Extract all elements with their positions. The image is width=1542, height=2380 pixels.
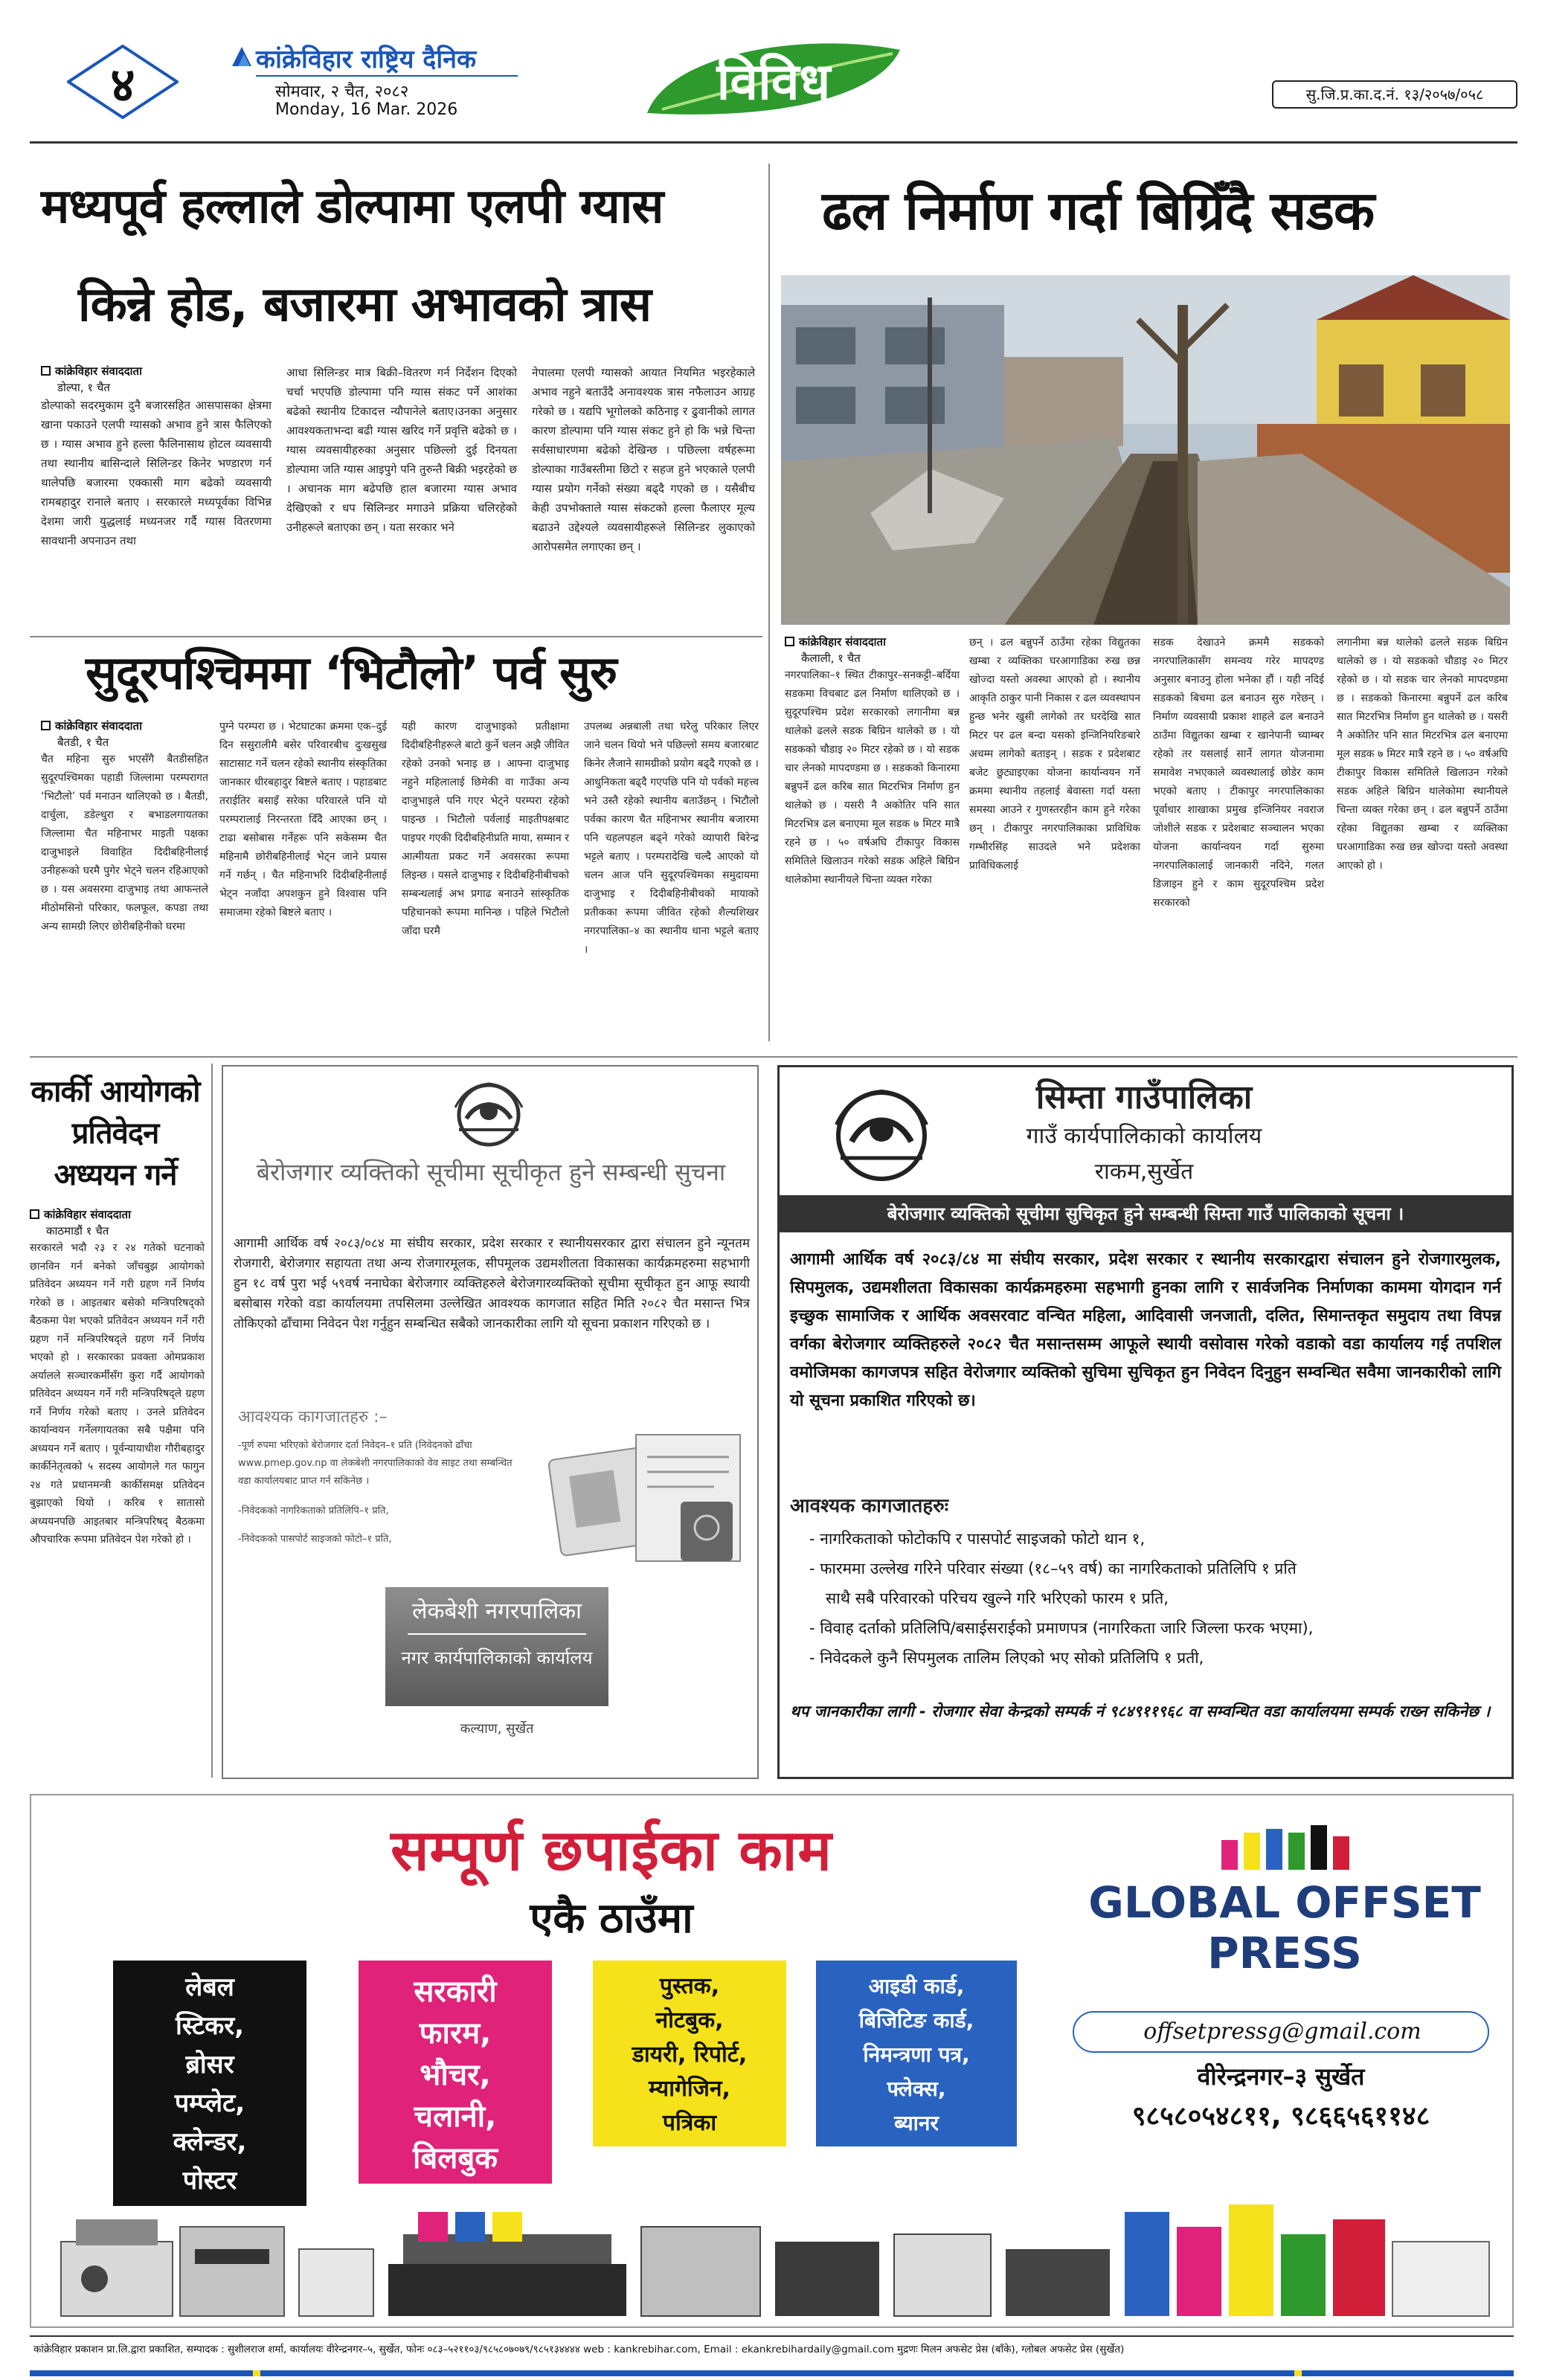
byline-box-icon: [41, 721, 51, 730]
notice-lekbeshi-body: आगामी आर्थिक वर्ष २०८३/०८४ मा संघीय सरकार, प्रदेश सरकार र स्थानीयसरकार द्वारा संचालन हुने न्यूनतम रोजगारी, बेरोजगार सहायता तथा अन्य रोजगारमूलक, सीपमूलक उद्यमशीलता विकासका कार्यक्रमहरुमा सहभागी हुन १८ वर्ष पुरा भई ५९वर्ष ननाघेका बेरोजगार व्यक्तिहरुले बेरोजगारव्यक्तिको सूचीमा सूचीकृत हुन आफू स्थायी बसोबास गरेको वडा कार्यालयमा तपसिलमा उल्लेखित आवश्यक कागजात सहित मिति २०८२ चैत मसान्त भित्र तोकिएको ढाँचामा निवेदन पेश गर्नुहुन सम्बन्धित सबैको जानकारीका लागि यो सूचना प्रकाशन गरिएको छ ।: [234, 1236, 750, 1331]
header-divider: [30, 141, 1517, 144]
article-lpg: [33, 156, 759, 640]
ad-box-line: सरकारी: [414, 1975, 497, 2009]
press-address: वीरेन्द्रनगर–३ सुर्खेत: [1197, 2062, 1365, 2091]
press-name-line-1: GLOBAL OFFSET: [1088, 1877, 1481, 1928]
notice-simta-footer: थप जानकारीका लागी - रोजगार सेवा केन्द्रको सम्पर्क नं ९८४९११९६८ वा सम्वन्धित वडा कार्यालयमा सम्पर्क राख्न सकिनेछ ।: [790, 1702, 1491, 1720]
article-bhitauli-dateline: बैतडी, १ चैत: [57, 736, 109, 749]
nepal-emblem-icon: [826, 1084, 937, 1188]
ad-box-line: पत्रिका: [662, 2110, 717, 2136]
color-registration-bar: [30, 2365, 1514, 2371]
ad-box-line: निमन्त्रणा पत्र,: [863, 2042, 970, 2067]
masthead: [231, 41, 521, 123]
article-road-dateline: कैलाली, १ चैत: [801, 652, 861, 665]
ad-box-line: भौचर,: [420, 2058, 491, 2092]
press-logo-icon: [1221, 1825, 1370, 1870]
article-bhitauli-body-3: यही कारण दाजुभाइको प्रतीक्षामा दिदीबहिनीहरूले बाटो कुर्ने चलन अझै जीवित रहेको उनको भनाइ छ । आफ्ना दाजुभाइ नहुने महिलालाई छिमेकी वा गाउँका अन्य दाजुभाइले पनि गएर भेट्ने परम्परा रहेको पाइन्छ । भिटौलो पर्वलाई माइतीपक्षबाट पाइपर गएकी दिदीबहिनीप्रति माया, सम्मान र आत्मीयता प्रकट गर्ने अवसरका रूपमा लिइन्छ । यसले दाजुभाइ र दिदीबहिनीबीचको सम्बन्धलाई अभ प्रगाढ बनाउने सांस्कृतिक पहिचानको रूपमा मानिन्छ । पहिले भिटौलो जाँदा घरमै: [402, 721, 569, 937]
article-bhitauli-body-4: उपलब्ध अन्नबाली तथा घरेलु परिकार लिएर जाने चलन थियो भने पछिल्लो समय बजारबाट किनेर लैजाने सामग्रीको प्रयोग बढ्दै गएको छ । आधुनिकता बढ्दै गएपछि पनि यो पर्वको महत्त्व भने उस्तै रहेको स्थानीय बताउँछन् । भिटौलो पर्वका कारण चैत महिनाभर स्थानीय बजारमा पनि चहलपहल बढ्ने गरेको व्यापारी बिरेन्द्र भट्टले बताए । परम्परादेखि चल्दै आएको यो चलन आज पनि सुदूरपश्चिमका समुदायमा दाजुभाइ र दिदीबहिनीबीचको मायाको प्रतीकका रूपमा जीवित रहेको शैल्यशिखर नगरपालिका–४ का स्थानीय धाना भट्टले बताए ।: [584, 721, 759, 956]
article-bhitauli: [33, 643, 762, 1052]
article-karki: [30, 1071, 205, 1785]
article-karki-dateline: काठमाडौं १ चैत: [46, 1224, 109, 1238]
ad-box-cards-text: [816, 1969, 1017, 2141]
page-number: ४: [110, 58, 135, 113]
byline-text: कांक्रेविहार संवाददाता: [55, 719, 142, 733]
notice-simta-title-bar: [780, 1195, 1512, 1232]
notice-simta-doc-5: - निवेदकले कुनै सिपमुलक तालिम लिएको भए सोको प्रतिलिपि १ प्रती,: [809, 1649, 1204, 1667]
notice-lekbeshi-doc-2: -निवेदकको नागरिकताको प्रतिलिपि–१ प्रति,: [238, 1505, 389, 1517]
article-road-body-2: छन् । ढल बन्नुपर्ने ठाउँमा रहेका विद्युतका खम्बा र व्यक्तिका घरआगाडिका रुख छन्न खोज्दा यस्तो अवस्था आएको हो । स्थानीय आकृति ठाकुर पानी निकास र ढल व्यवस्थापन हुन्छ भनेर खुसी लागेको तर घरदेखि सात मिटर पर ढल बन्दा यसको इन्जिनियरिङबारे अचम्म लागेको बताइन् । सडक र प्रदेशबाट बजेट छुट्याइएका योजना कार्यान्वयन गर्ने क्रममा स्थानीय तहलाई बेवास्ता गर्दा यस्ता समस्या आउने र गुणस्तरहीन काम हुने गरेका छन् । टीकापुर नगरपालिकाका प्राविधिक गम्भीरसिंह साउदले भने प्रदेशका प्राविधिकलाई: [969, 637, 1140, 872]
article-karki-body: सरकारले भदौ २३ र २४ गतेको घटनाको छानविन गर्न बनेको जाँचबुझ आयोगको प्रतिवेदन अध्ययन गर्ने गरी ग्रहण गर्ने निर्णय गरेको छ । आइतबार बसेको मन्त्रिपरिषद्को बैठकमा पेश भएको प्रतिवेदन अध्ययन गर्ने गरी ग्रहण गर्ने मन्त्रिपरिषद्ले ग्रहण गर्ने निर्णय भएको हो । सरकारका प्रवक्ता ओमप्रकाश अर्यालले सञ्चारकर्मीसँग कुरा गर्दै आयोगको प्रतिवेदन अध्ययन गर्ने गरी मन्त्रिपरिषद्ले ग्रहण गर्ने निर्णय गरेको बताए । उनले प्रतिवेदन कार्यान्वयन गर्नेलगायतका सबै पक्षैमा पनि अध्ययन गर्ने बताए । पूर्वन्यायाधीश गौरीबहादुर कार्कीनेतृत्वको ५ सदस्य आयोगले गत फागुन २४ गते प्रधानमन्त्री कार्कीसमक्ष प्रतिवेदन बुझाएको थियो । करिब १ सातासो अध्ययनपछि आइतबार मन्त्रिपरिषद् बैठकमा औपचारिक रूपमा प्रतिवेदन पेश गरेको हो ।: [30, 1242, 205, 1546]
ad-box-line: चलानी,: [414, 2100, 497, 2134]
article-road-body-3: सडक देखाउने क्रममै सडकको नगरपालिकासँग समन्वय गरेर मापदण्ड अनुसार बनाउनु होला भनेका हौं । यही नदिई सडकको बिचमा ढल बनाउन सुरु गरेछन् । निर्माण व्यवसायी प्रकाश शाहले ढल बनाउने ठाउँमा विद्युतका खम्बा र खानेपानी च्याम्बर रहेको तर यसलाई सार्ने लागत योजनामा समावेश नभएकाले व्यवस्थालाई छोडेर काम भएको बताए । टीकापुर नगरपालिकाका पूर्वाधार शाखाका प्रमुख इन्जिनियर नवराज जोशीले सडक र प्रदेशबाट सञ्चालन भएका योजना कार्यान्वयन गर्दा सुरुमा नगरपालिकालाई जानकारी नदिने, गलत डिजाइन हुने र काम सुदूरपश्चिम प्रदेश सरकारको: [1153, 637, 1324, 909]
notice-simta-title: बेरोजगार व्यक्तिको सूचीमा सुचिकृत हुने सम्बन्धी सिम्ता गाउँ पालिकाको सूचना ।: [887, 1203, 1404, 1224]
press-email: offsetpressg@gmail.com: [1143, 2019, 1421, 2045]
column-divider: [211, 1064, 213, 1778]
ad-box-line: पम्प्लेट,: [174, 2088, 245, 2118]
article-karki-byline: [30, 1206, 205, 1223]
byline-box-icon: [41, 366, 51, 376]
ad-box-line: फारम,: [419, 2016, 492, 2051]
press-email-box: [1073, 2011, 1489, 2053]
article-karki-headline: कार्की आयोगको प्रतिवेदन अध्ययन गर्ने: [30, 1075, 200, 1192]
article-road-col-1: [785, 634, 960, 890]
article-road-body-4: लगानीमा बन्न थालेको ढलले सडक बिग्रिन थालेको छ । यो सडकको चौडाइ २० मिटर रहेको छ । यो सडक चार लेनको मापदण्डमा छ । सडकको किनारमा बन्नुपर्ने ढल करिब सात मिटरभित्र निर्माण हुन थालेको छ । यसरी नै अकोतिर पनि सात मिटरभित्र ढल बनाएमा मूल सडक ७ मिटर मात्रै रहने छ । ५० वर्षअघि टीकापुर विकास समितिले खिलाउन गरेको सडक अहिले बिग्रिन थालेकोमा स्थानीयले चिन्ता व्यक्त गरेका छन् । ढल बन्नुपर्ने ठाउँमा रहेका विद्युतका खम्बा र व्यक्तिका घरआगाडिका रुख छन्न खोज्दा यस्तो अवस्था आएको हो ।: [1337, 637, 1508, 872]
date-nepali: सोमवार, २ चैत, २०८२: [275, 83, 409, 101]
ad-box-line: लेबल: [185, 1972, 234, 2002]
notice-lekbeshi: [222, 1065, 759, 1779]
article-lpg-body-1: डोल्पाको सदरमुकाम दुनै बजारसहित आसपासका क्षेत्रमा खाना पकाउने एलपी ग्यासको अभाव हुने त्रास फैलिएको छ । ग्यास अभाव हुने हल्ला फैलिनासाथ होटल व्यवसायी तथा स्थानीय बासिन्दाले सिलिन्डर किनेर भण्डारण गर्न थालेपछि बजारमा एक्कासी माग बढेको व्यवसायी रामबहादुर रानाले बताए । सरकारले मध्यपूर्वका विभिन्न देशमा जारी युद्धलाई मध्यनजर गर्दै ग्यास वितरणमा सावधानी अपनाउन तथा: [41, 399, 272, 547]
notice-lekbeshi-org-name: लेकबेशी नगरपालिका: [412, 1598, 582, 1624]
ad-headline: सम्पूर्ण छपाईका काम: [391, 1817, 832, 1883]
ad-box-line: स्टिकर,: [175, 2011, 245, 2041]
notice-lekbeshi-docs: [238, 1437, 524, 1548]
byline-box-icon: [30, 1209, 39, 1219]
printing-machines-illustration: [31, 2182, 1514, 2327]
date-english: Monday, 16 Mar. 2026: [275, 100, 458, 119]
ad-box-line: डायरी, रिपोर्ट,: [632, 2042, 748, 2068]
article-bhitauli-headline: सुदूरपश्चिममा ‘भिटौलो’ पर्व सुरु: [86, 646, 617, 700]
publisher-footer: कांक्रेविहार प्रकाशन प्रा.लि.द्वारा प्रकाशित, सम्पादक : सुशीलराज शर्मा, कार्यालयः वीरेन्द्रनगर–५, सुर्खेत, फोनः ०८३–५२११०३/९८५८०७०७९/९८५१३४४४४ web : kankrebihar.com, Email : ekankrebihardaily@gmail.com मुद्रणः मिलन अफसेट प्रेस (बाँके), ग्लोबल अफसेट प्रेस (सुर्खेत): [33, 2344, 1125, 2355]
notice-simta-doc-2: - फारममा उल्लेख गरिने परिवार संख्या (१८–५९ वर्ष) का नागरिकताको प्रतिलिपि १ प्रति: [809, 1560, 1297, 1577]
article-lpg-col-1: [41, 363, 272, 550]
column-divider: [768, 164, 770, 1041]
notice-simta-body: आगामी आर्थिक वर्ष २०८३/८४ मा संघीय सरकार, प्रदेश सरकार र स्थानीय सरकारद्वारा संचालन हुने रोजगारमुलक, सिपमुलक, उद्यमशीलता विकासका कार्यक्रमहरुमा सहभागी हुनका लागि र सार्वजनिक निर्माणका काममा योगदान गर्न इच्छुक सामाजिक र आर्थिक अवसरवाट वन्चित महिला, आदिवासी जनजाती, दलित, सिमान्तकृत समुदाय तथा विपन्न वर्गका बेरोजगार व्यक्तिहरुले २०८२ चैत मसान्तसम्म आफूले स्थायी वसोवास गरेको वडाको वडा कार्यालय गई तपशिल वमोजिमका कागजपत्र सहित वेरोजगार व्यक्तिको सुचिमा सुचिकृत हुन निवेदन दिनुहुन सम्वन्धित सवैमा जानकारीको लागि यो सूचना प्रकाशित गरिएको छ।: [790, 1250, 1501, 1410]
ad-box-labels: [113, 1961, 306, 2206]
article-road-body-1: नगरपालिका–१ स्थित टीकापुर–सनकट्टी–बर्दिया सडकमा विचबाट ढल निर्माण थालिएको छ । सुदूरपश्चिम प्रदेश सरकारको लगानीमा बन्न थालेको ढलले सडक बिग्रिन थालेको छ । यो सडकको चौडाइ २० मिटर रहेको छ । यो सडक चार लेनको मापदण्डमा छ । सडकको किनारमा बन्नुपर्ने ढल करिब सात मिटरभित्र निर्माण हुन थालेको छ । यसरी नै अकोतिर पनि सात मिटरभित्र ढल बनाएमा मूल सडक ७ मिटर मात्रै रहने छ । ५० वर्षअघि टीकापुर विकास समितिले खिलाउन गरेको सडक अहिले बिग्रिन थालेकोमा स्थानीयले चिन्ता व्यक्त गरेका: [785, 669, 960, 886]
notice-simta-doc-3: साथै सबै परिवारको परिचय खुल्ने गरि भरिएको फारम १ प्रति,: [826, 1589, 1169, 1607]
byline-text: कांक्रेविहार संवाददाता: [799, 635, 886, 649]
page-number-badge: [67, 45, 179, 119]
masthead-rule: [256, 75, 518, 77]
notice-simta-docs-title: आवश्यक कागजातहरुः: [790, 1495, 948, 1517]
notice-lekbeshi-org-banner: [385, 1587, 608, 1706]
ad-box-books-text: [593, 1969, 786, 2141]
ad-box-line: बिलबुक: [413, 2141, 498, 2175]
article-lpg-body-3: नेपालमा एलपी ग्यासको आयात नियमित भइरहेकाले अभाव नहुने बताउँदै अनावश्यक त्रास नफैलाउन आग्रह गरेको छ । यद्यपि भूगोलको कठिनाइ र ढुवानीको लागत कारण डोल्पामा पनि ग्यास संकट हुने हो कि भन्ने चिन्ता सर्वसाधारणमा बढेको देखिन्छ । पछिल्ला वर्षहरूमा डोल्पाका गाउँबस्तीमा छिटो र सहज हुने भएकाले एलपी ग्यास प्रयोग गर्नेको संख्या बढ्दै गएको छ । यसैबीच केही उपभोक्ताले ग्यास संकटको हल्ला फैलाएर मूल्य बढाउने उद्देश्यले व्यवसायीहरूले सिलिन्डर लुकाएको आरोपसमेत लगाएका छन् ।: [532, 366, 755, 553]
article-lpg-headline-1: मध्यपूर्व हल्लाले डोल्पामा एलपी ग्यास: [41, 179, 664, 234]
section-banner: [640, 39, 907, 120]
byline-box-icon: [785, 637, 794, 646]
documents-illustration: [539, 1420, 748, 1565]
nepal-emblem-icon: [448, 1078, 530, 1152]
notice-simta-org-name: सिम्ता गाउँपालिका: [1035, 1078, 1253, 1116]
ad-box-government-forms: [359, 1961, 552, 2184]
ad-box-cards: [816, 1961, 1017, 2146]
ad-box-government-forms-text: [359, 1971, 552, 2179]
masthead-title: कांक्रेविहार राष्ट्रिय दैनिक: [256, 45, 477, 74]
section-divider: [30, 1056, 1517, 1058]
article-bhitauli-byline: [41, 718, 208, 734]
article-bhitauli-body-1: चैत महिना सुरु भएसँगै बैतडीसहित सुदूरपश्चिमका पहाडी जिल्लामा परम्परागत ‘भिटौलो’ पर्व मनाउन थालिएको छ । बैतडी, दार्चुला, डडेल्धुरा र बभाडलगायतका जिल्लामा चैत महिनाभर माइती पक्षका दाजुभाइले विवाहित दिदीबहिनीलाई उनीहरूको घरमै पुगेर भेट्ने चलन रहिआएको छ । यस अवसरमा दाजुभाइ तथा आफन्तले मीठोमसिनो परिकार, फलफूल, कपडा तथा अन्य सामग्री लिएर छोरीबहिनीको घरमा: [41, 753, 208, 933]
article-lpg-headline-2: किन्ने होड, बजारमा अभावको त्रास: [78, 277, 652, 332]
ad-box-line: नोटबुक,: [655, 2007, 724, 2033]
notice-lekbeshi-address: कल्याण, सुर्खेत: [460, 1721, 534, 1737]
ad-box-line: क्लेन्डर,: [173, 2127, 247, 2157]
ad-box-line: पुस्तक,: [659, 1973, 720, 1999]
registration-number: सु.जि.प्र.का.द.नं. १३/२०५७/०५८: [1272, 80, 1517, 109]
article-lpg-body-2: आधा सिलिन्डर मात्र बिक्री–वितरण गर्न निर्देशन दिएको चर्चा भएपछि डोल्पामा पनि ग्यास संकट पर्ने आशंका बढेको स्थानीय टिकादत्त न्यौपानेले बताए।उनका अनुसार आवश्यकताभन्दा बढी ग्यास खरिद गर्ने प्रवृत्ति बढेको छ । ग्यास व्यवसायीहरुका अनुसार पछिल्लो दुई दिनयता डोल्पामा जति ग्यास आइपुगे पनि तुरुन्तै बिक्री भइरहेको छ । अचानक माग बढेपछि हाल बजारमा ग्यास अभाव देखिएको र धप सिलिन्डर मगाउने प्रक्रिया चलिरहेको उनीहरूले बताएका छन् । यता सरकार भने: [286, 366, 517, 534]
notice-simta-office: गाउँ कार्यपालिकाको कार्यालय: [1026, 1123, 1262, 1149]
notice-lekbeshi-doc-3: -निवेदकको पासपोर्ट साइजको फोटो–१ प्रति,: [238, 1534, 392, 1545]
print-advertisement: [30, 1794, 1514, 2328]
notice-lekbeshi-title: बेरोजगार व्यक्तिको सूचीमा सूचीकृत हुने सम्बन्धी सुचना: [256, 1158, 726, 1186]
notice-lekbeshi-doc-1: -पूर्ण रुपमा भरिएको बेरोजगार दर्ता निवेदन–१ प्रति (निवेदनको ढाँचा www.pmep.gov.np वा लेकबेशी नगरपालिकाको वेव साइट तथा सम्बन्धित वडा कार्यालयबाट प्राप्त गर्न सकिनेछ ।: [238, 1440, 513, 1487]
ad-box-labels-text: [113, 1968, 306, 2200]
article-road-headline: ढल निर्माण गर्दा बिग्रिँदै सडक: [822, 179, 1375, 242]
road-construction-photo: [781, 275, 1510, 625]
ad-box-line: फ्लेक्स,: [887, 2077, 946, 2101]
byline-text: कांक्रेविहार संवाददाता: [44, 1208, 131, 1221]
ad-box-line: आइडी कार्ड,: [868, 1974, 965, 1998]
masthead-logo-icon: [231, 45, 253, 68]
notice-lekbeshi-docs-title: आवश्यक कागजातहरु :–: [238, 1408, 388, 1427]
article-road-byline: [785, 634, 960, 650]
notice-lekbeshi-office: नगर कार्यपालिकाको कार्यालय: [401, 1647, 593, 1668]
notice-simta-address: राकम,सुर्खेत: [1094, 1159, 1194, 1185]
press-name-line-2: PRESS: [1207, 1928, 1362, 1978]
ad-box-line: बिजिटिङ कार्ड,: [858, 2008, 974, 2033]
ad-box-line: ब्रोसर: [185, 2050, 234, 2080]
footer-divider: [30, 2335, 1514, 2337]
section-divider: [30, 636, 762, 637]
notice-simta: [777, 1065, 1514, 1779]
article-road: [777, 156, 1514, 1049]
banner-rule: [408, 1633, 586, 1635]
ad-box-books: [593, 1961, 786, 2146]
article-lpg-byline: [41, 363, 272, 379]
article-lpg-dateline: डोल्पा, १ चैत: [57, 381, 110, 394]
notice-simta-doc-1: - नागरिकताको फोटोकपि र पासपोर्ट साइजको फोटो थान १,: [809, 1530, 1146, 1548]
ad-subhead: एकै ठाउँमा: [530, 1894, 693, 1943]
notice-simta-doc-4: - विवाह दर्ताको प्रतिलिपि/बसाईसराईको प्रमाणपत्र (नागरिकता जारि जिल्ला फरक भएमा),: [809, 1619, 1314, 1637]
section-title: विविध: [716, 53, 831, 112]
ad-box-line: ब्यानर: [894, 2111, 939, 2135]
article-bhitauli-body-2: पुग्ने परम्परा छ । भेटघाटका क्रममा एक–दुई दिन ससुरालीमै बसेर परिवारबीच दुःखसुख साटासाट गर्ने चलन रहेको स्थानीय संस्कृतिका जानकार धीरबहादुर बिष्टले बताए । पहाडबाट तराईतिर बसाइँ सरेका परिवारले पनि यो परम्परालाई निरन्तरता दिँदै आएका छन् । टाढा बसोबास गर्नेहरू पनि सकेसम्म चैत महिनामै छोरीबहिनीलाई भेट्न जाने प्रयास गर्ने गर्छन् । चैत महिनाभरि दिदीबहिनीलाई भेट्न नजाँदा अपशकुन हुने विश्वास पनि समाजमा रहेको बिष्टले बताए ।: [219, 721, 387, 919]
ad-box-line: पोस्टर: [182, 2166, 237, 2196]
byline-text: कांक्रेविहार संवाददाता: [55, 364, 142, 378]
notice-simta-docs: [809, 1524, 1509, 1673]
article-bhitauli-col-1: [41, 718, 208, 936]
press-phones: ९८५८०५४८११, ९८६६५६११४८: [1131, 2101, 1430, 2132]
ad-box-line: म्यागेजिन,: [649, 2076, 730, 2102]
page-header: [0, 0, 1542, 134]
